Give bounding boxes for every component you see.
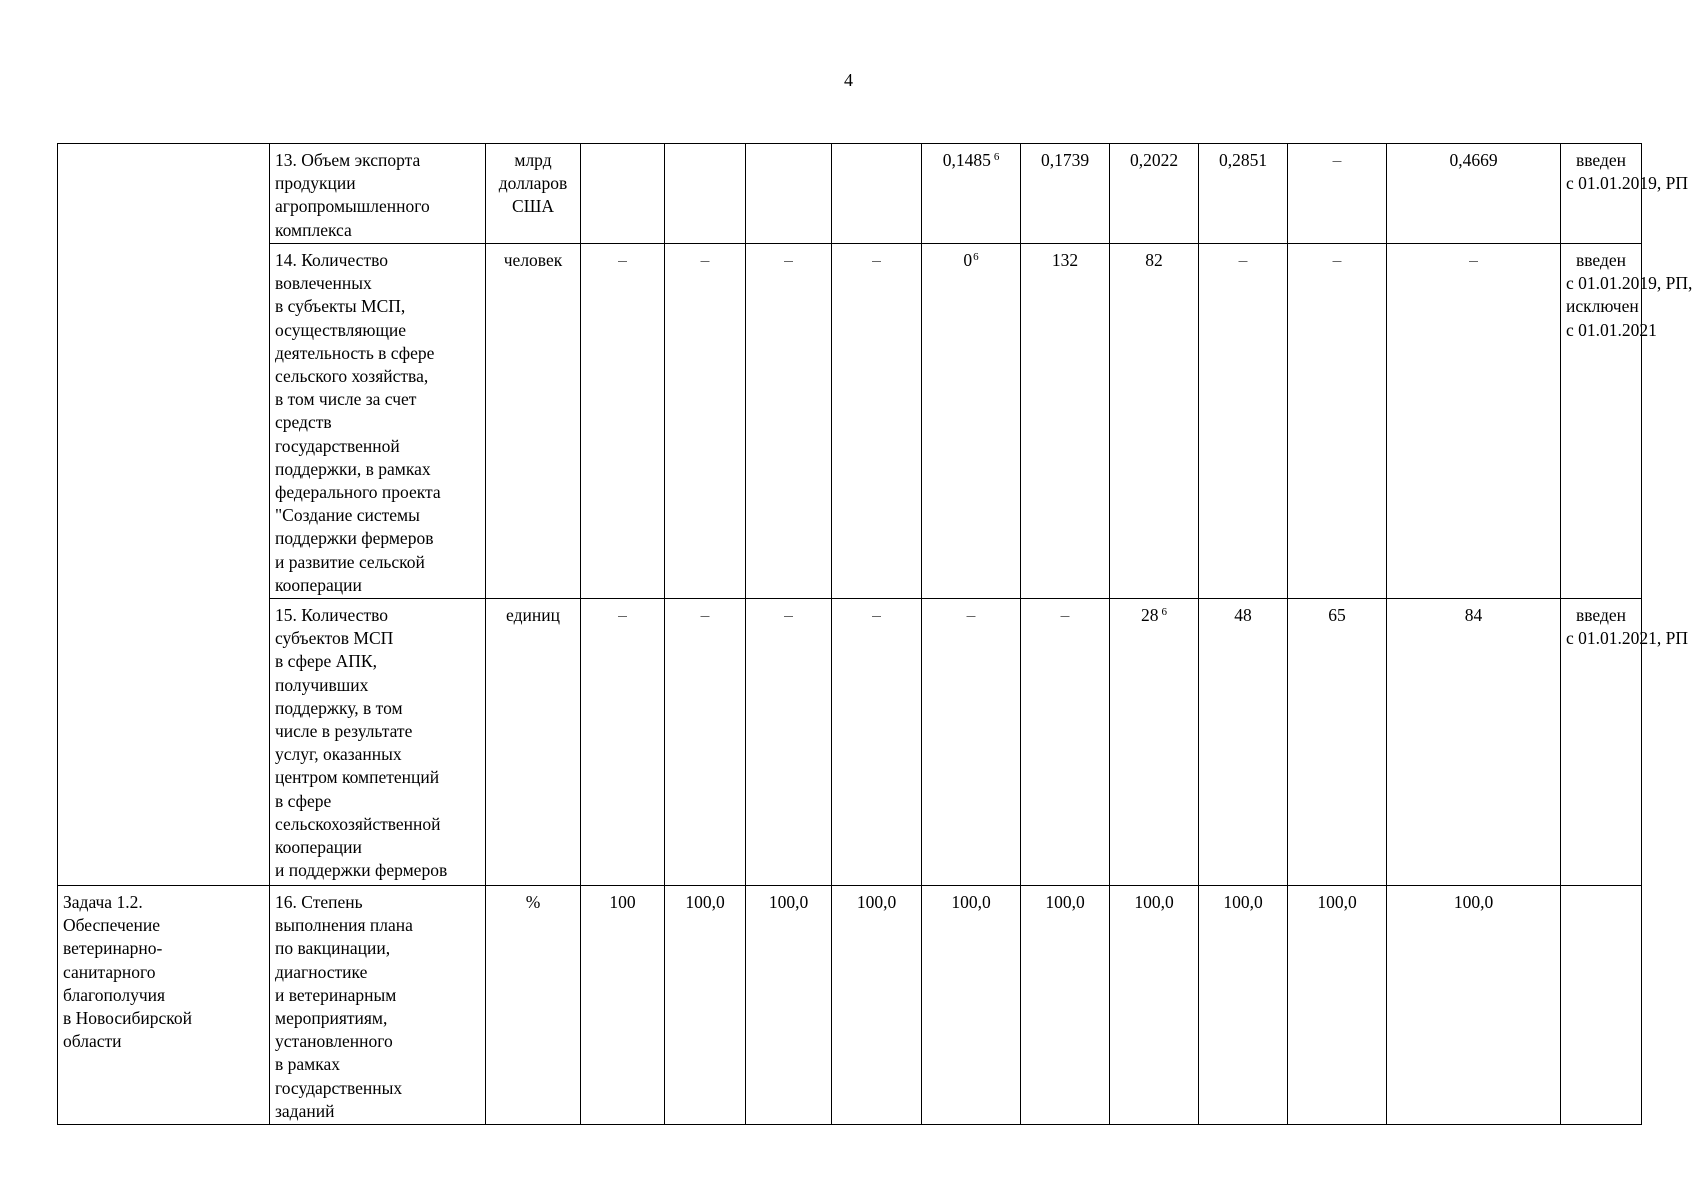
indicator-line: "Создание системы — [275, 505, 420, 526]
note-cell — [1561, 144, 1689, 244]
value-text: 132 — [1051, 250, 1079, 270]
task-line: санитарного — [63, 961, 156, 982]
indicator-line: числе в результате — [275, 721, 413, 742]
value-text: – — [872, 605, 881, 625]
indicator-line: 15. Количество — [275, 605, 388, 625]
indicator-line: деятельность в сфере — [275, 342, 435, 363]
indicator-line: продукции — [275, 173, 356, 194]
indicator-line: выполнения плана — [275, 915, 413, 936]
value-text: 100,0 — [951, 892, 991, 912]
value-cell — [1199, 886, 1288, 1125]
value-text: – — [1060, 605, 1070, 625]
indicator-line: комплекса — [275, 219, 352, 240]
task-line: благополучия — [63, 984, 166, 1005]
indicator-line: центром компетенций — [275, 767, 440, 788]
indicator-line: услуг, оказанных — [275, 744, 402, 765]
value-cell — [746, 886, 832, 1125]
indicator-line: и поддержки фермеров — [275, 860, 448, 881]
value-text: 82 — [1145, 250, 1163, 270]
task-line: Обеспечение — [63, 915, 161, 936]
indicator-line: получивших — [275, 674, 369, 695]
indicator-line: государственной — [275, 435, 400, 456]
value-cell — [581, 599, 665, 886]
value-text: 0 — [963, 250, 973, 270]
value-cell — [665, 144, 746, 244]
table-row — [58, 144, 1642, 244]
indicator-line: и ветеринарным — [275, 984, 397, 1005]
value-text: 100,0 — [856, 892, 897, 912]
value-text: – — [1238, 250, 1248, 270]
value-text: 100,0 — [1045, 892, 1085, 912]
indicator-line: сельскохозяйственной — [275, 813, 441, 834]
value-cell — [1021, 244, 1110, 599]
value-text: 0,1485 — [942, 150, 991, 170]
note-line: с 01.01.2021, РП — [1566, 628, 1689, 649]
value-cell — [746, 244, 832, 599]
indicator-line: в сфере — [275, 790, 332, 811]
note-line: введен — [1576, 605, 1626, 625]
note-line: с 01.01.2019, РП — [1566, 173, 1689, 194]
value-cell — [1021, 599, 1110, 886]
indicator-line: диагностике — [275, 961, 368, 982]
value-text: – — [618, 250, 627, 270]
value-text: – — [1332, 250, 1342, 270]
value-text: – — [700, 250, 710, 270]
value-text: – — [618, 605, 627, 625]
task-line: в Новосибирской — [63, 1008, 193, 1029]
task-cell — [58, 144, 270, 886]
value-cell — [832, 599, 922, 886]
value-text: – — [1469, 250, 1478, 270]
indicator-cell — [270, 599, 486, 886]
value-text: 100,0 — [685, 892, 725, 912]
indicator-line: по вакцинации, — [275, 938, 391, 959]
value-cell — [1288, 599, 1387, 886]
value-cell — [665, 886, 746, 1125]
value-cell — [1110, 599, 1199, 886]
value-cell — [1387, 886, 1561, 1125]
indicator-line: средств — [275, 412, 332, 433]
task-line: Задача 1.2. — [63, 892, 143, 912]
value-text: 48 — [1234, 605, 1252, 625]
unit-line: долларов — [498, 173, 568, 194]
indicator-line: кооперации — [275, 574, 362, 595]
value-cell — [1021, 886, 1110, 1125]
table-row — [58, 886, 1642, 1125]
table-row — [58, 599, 1642, 886]
value-cell — [1021, 144, 1110, 244]
value-cell — [1387, 599, 1561, 886]
indicator-line: в субъекты МСП, — [275, 296, 406, 317]
value-text: 100,0 — [1453, 892, 1494, 912]
indicator-line: установленного — [275, 1031, 393, 1052]
indicator-line: сельского хозяйства, — [275, 366, 429, 387]
footnote-marker: 6 — [973, 251, 979, 263]
value-text: – — [784, 605, 793, 625]
task-line: области — [63, 1031, 122, 1052]
indicator-line: федерального проекта — [275, 482, 441, 503]
value-cell — [665, 244, 746, 599]
value-text: 100,0 — [1223, 892, 1263, 912]
indicator-line: мероприятиям, — [275, 1008, 388, 1029]
task-cell — [58, 886, 270, 1125]
note-cell — [1561, 244, 1693, 599]
value-text: – — [1332, 150, 1342, 170]
value-cell — [746, 599, 832, 886]
value-text: 100,0 — [1134, 892, 1174, 912]
unit-cell — [486, 599, 581, 886]
value-text: 0,1739 — [1040, 150, 1090, 170]
note-cell — [1561, 886, 1642, 1125]
value-cell — [922, 886, 1021, 1125]
value-text: – — [784, 250, 793, 270]
indicator-line: 14. Количество — [275, 250, 388, 270]
indicator-line: агропромышленного — [275, 196, 430, 217]
value-text: 65 — [1328, 605, 1346, 625]
indicators-table — [57, 143, 1693, 1125]
value-cell — [832, 144, 922, 244]
value-text: 28 — [1141, 605, 1159, 625]
indicator-line: вовлеченных — [275, 273, 372, 294]
page-number: 4 — [844, 70, 853, 90]
value-cell — [922, 599, 1021, 886]
value-cell — [1288, 244, 1387, 599]
unit-cell — [486, 144, 581, 244]
value-text: – — [966, 605, 976, 625]
indicator-cell — [270, 886, 486, 1125]
value-cell — [746, 144, 832, 244]
indicator-line: в том числе за счет — [275, 389, 417, 410]
unit-cell — [486, 886, 581, 1125]
table-body — [58, 144, 1693, 1125]
value-text: 0,2851 — [1218, 150, 1268, 170]
task-line: ветеринарно- — [63, 938, 163, 959]
value-cell — [1110, 886, 1199, 1125]
indicator-line: 13. Объем экспорта — [275, 150, 421, 170]
value-text: – — [872, 250, 881, 270]
note-line: с 01.01.2021 — [1566, 319, 1657, 340]
value-cell — [1288, 886, 1387, 1125]
value-cell — [581, 886, 665, 1125]
value-cell — [1110, 244, 1199, 599]
indicator-cell — [270, 244, 486, 599]
value-cell — [832, 886, 922, 1125]
indicator-line: 16. Степень — [275, 892, 363, 912]
indicator-line: в рамках — [275, 1054, 340, 1075]
note-line: введен — [1576, 250, 1626, 270]
value-cell — [1387, 144, 1561, 244]
value-text: 0,2022 — [1129, 150, 1179, 170]
footnote-marker: 6 — [993, 151, 1000, 163]
indicator-line: субъектов МСП — [275, 628, 394, 649]
table-row — [58, 244, 1642, 599]
unit-cell — [486, 244, 581, 599]
value-text: 0,4669 — [1449, 150, 1498, 170]
value-cell — [665, 599, 746, 886]
indicator-line: в сфере АПК, — [275, 651, 377, 672]
indicator-line: и развитие сельской — [275, 551, 425, 572]
note-line: введен — [1576, 150, 1626, 170]
indicator-line: заданий — [275, 1100, 335, 1121]
value-cell — [1288, 144, 1387, 244]
value-cell — [581, 144, 665, 244]
value-text: – — [700, 605, 710, 625]
value-cell — [1199, 244, 1288, 599]
unit-line: США — [512, 196, 554, 217]
value-cell — [1199, 144, 1288, 244]
note-line: исключен — [1566, 296, 1639, 317]
indicator-line: поддержки, в рамках — [275, 458, 431, 479]
value-cell — [1387, 244, 1561, 599]
value-cell — [922, 144, 1021, 244]
indicator-line: осуществляющие — [275, 319, 407, 340]
unit-line: % — [525, 892, 541, 912]
value-text: 100,0 — [1317, 892, 1357, 912]
value-text: 100,0 — [768, 892, 809, 912]
indicator-line: кооперации — [275, 837, 362, 858]
footnote-marker: 6 — [1161, 606, 1167, 618]
unit-line: млрд — [514, 150, 552, 170]
note-line: с 01.01.2019, РП, — [1566, 273, 1693, 294]
value-cell — [1199, 599, 1288, 886]
indicator-cell — [270, 144, 486, 244]
value-text: 84 — [1464, 605, 1483, 625]
unit-line: единиц — [506, 605, 560, 625]
value-cell — [1110, 144, 1199, 244]
indicator-line: поддержки фермеров — [275, 528, 434, 549]
indicator-line: поддержку, в том — [275, 697, 403, 718]
value-cell — [922, 244, 1021, 599]
unit-line: человек — [503, 250, 563, 270]
note-cell — [1561, 599, 1689, 886]
indicator-line: государственных — [275, 1077, 403, 1098]
value-cell — [832, 244, 922, 599]
value-cell — [581, 244, 665, 599]
value-text: 100 — [609, 892, 636, 912]
